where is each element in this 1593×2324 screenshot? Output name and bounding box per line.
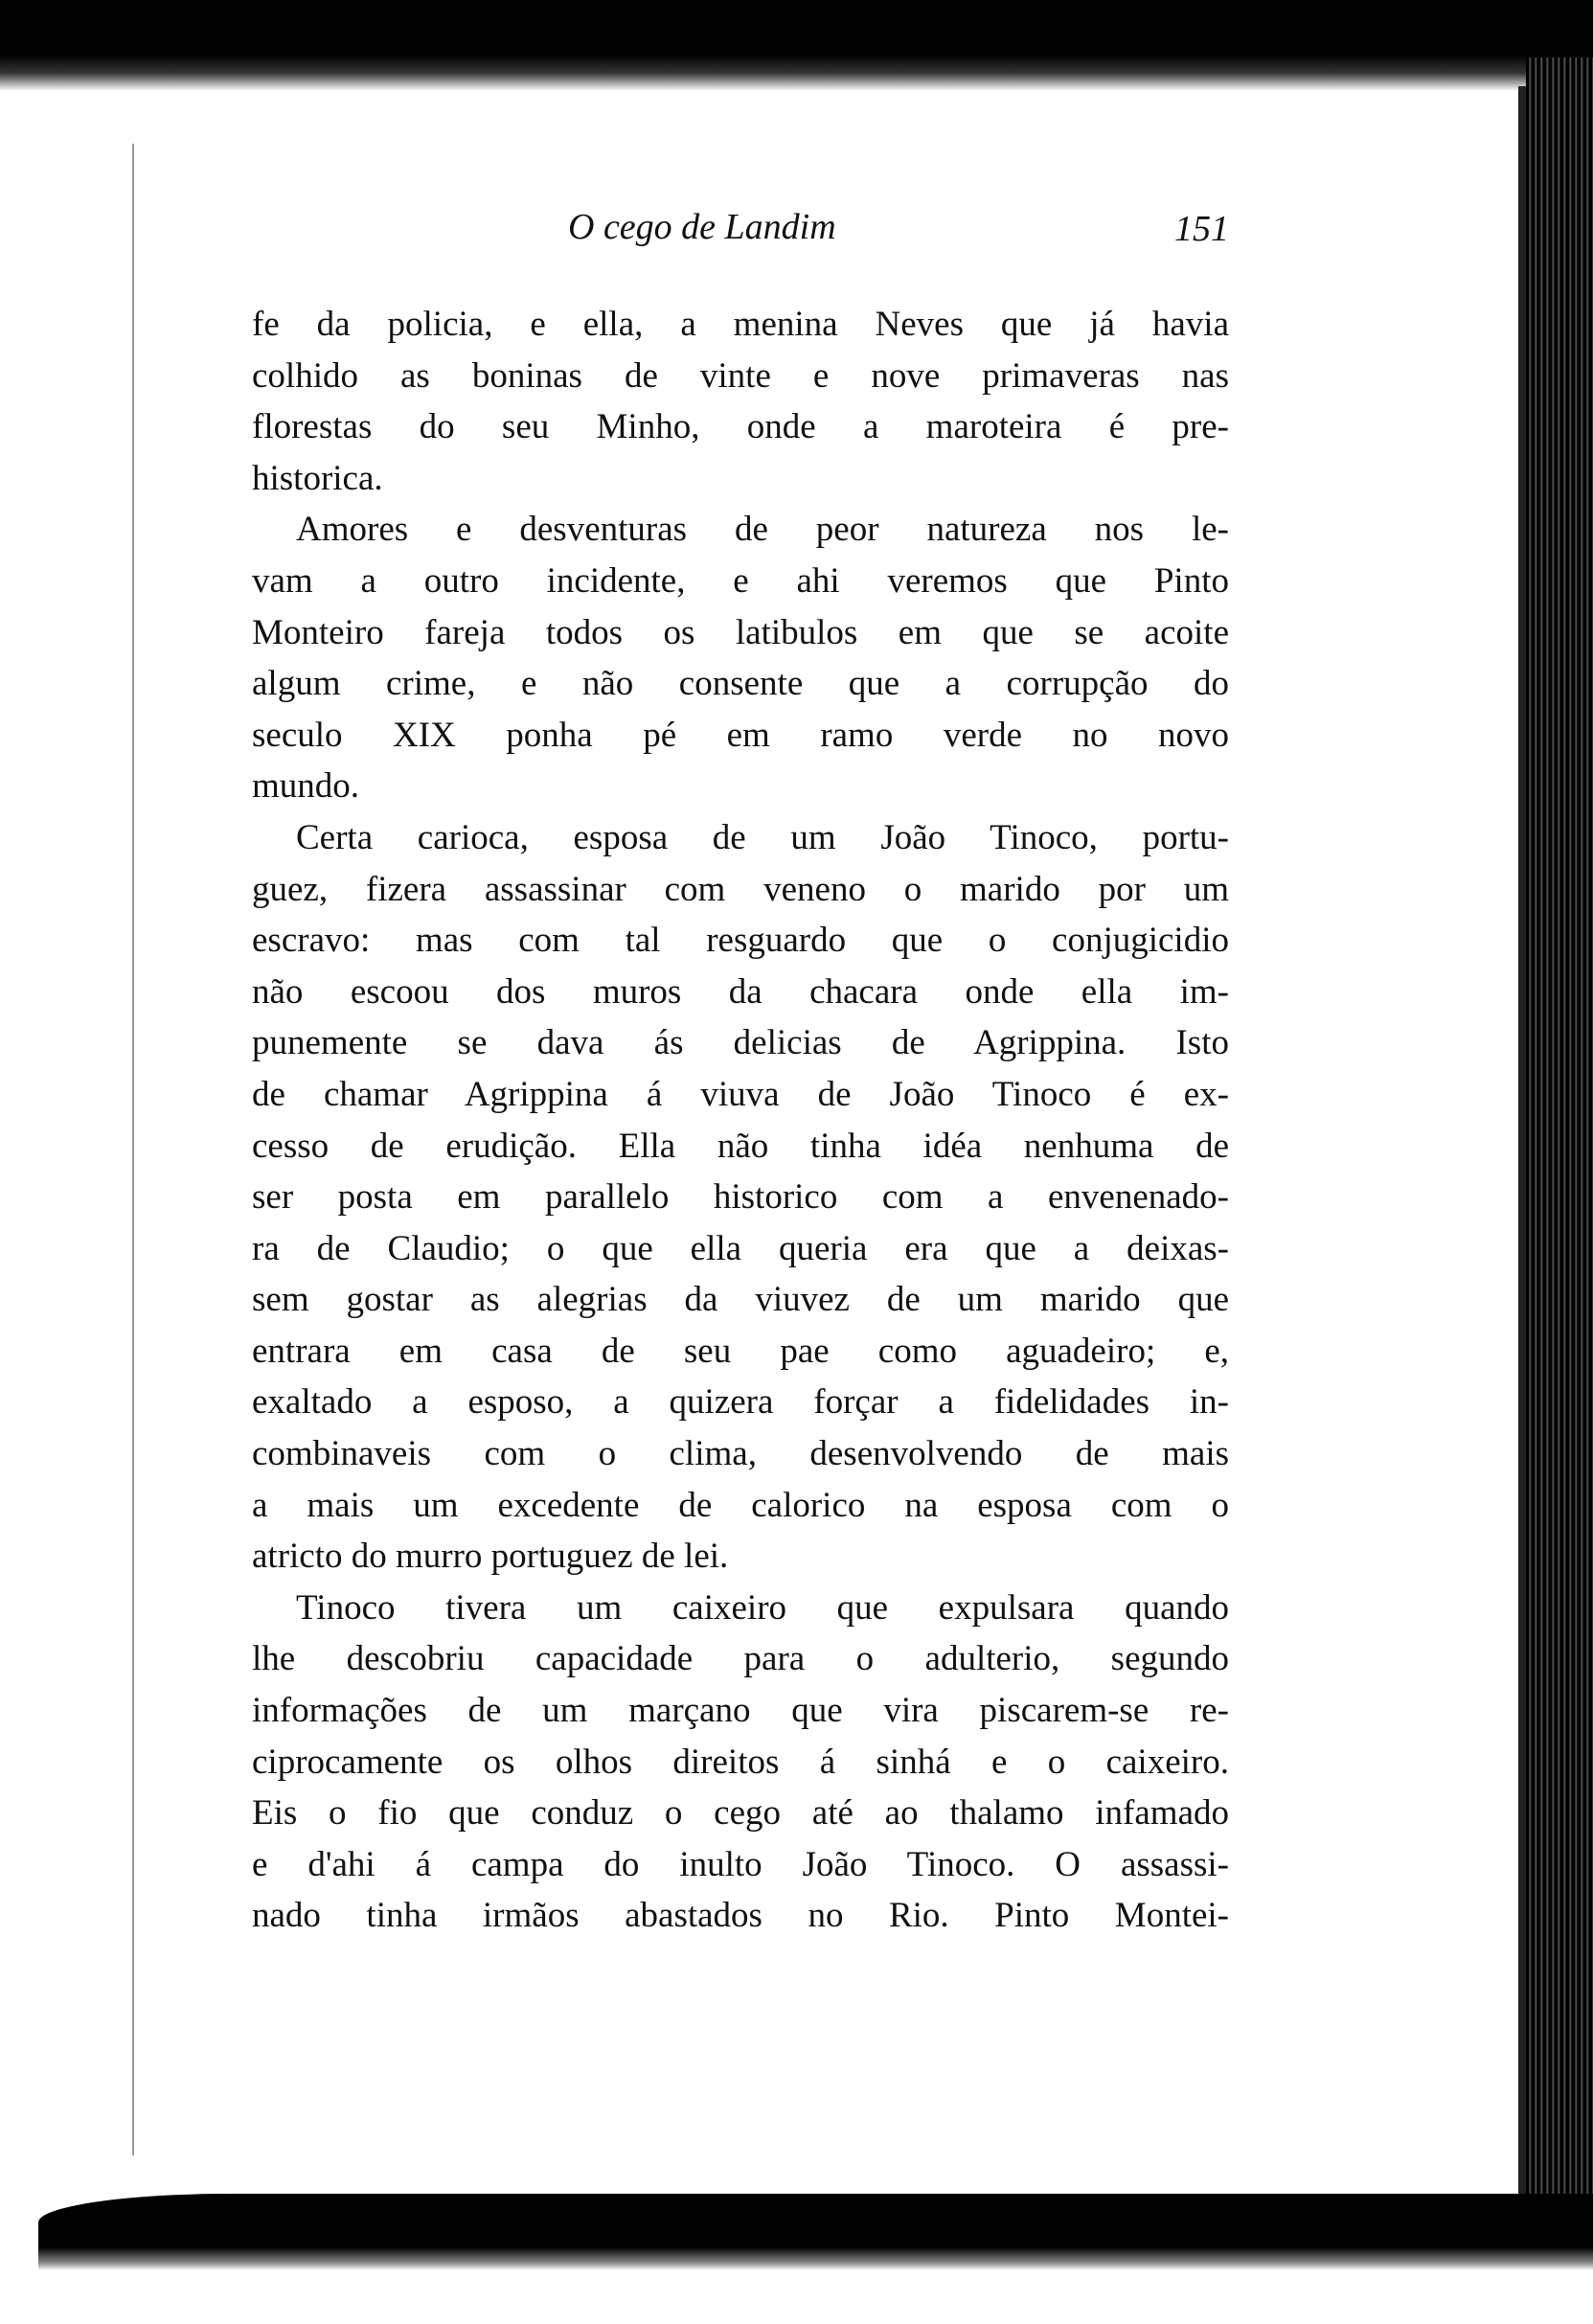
running-title: O cego de Landim bbox=[568, 207, 836, 247]
text-line: Monteiro fareja todos os latibulos em que se acoite bbox=[252, 612, 1229, 652]
text-line: colhido as boninas de vinte e nove primaveras nas bbox=[252, 355, 1229, 396]
text-line: ra de Claudio; o que ella queria era que a deixas- bbox=[252, 1228, 1229, 1268]
page-edge-right bbox=[1518, 86, 1526, 2242]
text-line: não escoou dos muros da chacara onde ella im- bbox=[252, 971, 1229, 1012]
text-line: ser posta em parallelo historico com a envenenado- bbox=[252, 1177, 1229, 1218]
text-line: fe da policia, e ella, a menina Neves que já havia bbox=[252, 305, 1229, 344]
text-line: cesso de erudição. Ella não tinha idéa nenhuma de bbox=[252, 1126, 1229, 1166]
page-edge-left bbox=[132, 144, 134, 2155]
scan-border-top bbox=[0, 0, 1593, 91]
text-line: Amores e desventuras de peor natureza nos le- bbox=[296, 510, 1229, 550]
text-line: guez, fizera assassinar com veneno o marido por um bbox=[252, 869, 1229, 909]
text-line: e d'ahi á campa do inulto João Tinoco. O assassi- bbox=[252, 1844, 1229, 1884]
running-header bbox=[252, 206, 1229, 263]
text-line: informações de um marçano que vira piscarem-se re- bbox=[252, 1691, 1229, 1731]
text-line: ciprocamente os olhos direitos á sinhá e o caixeiro. bbox=[252, 1742, 1229, 1782]
text-line: vam a outro incidente, e ahi veremos que Pinto bbox=[252, 560, 1229, 601]
text-line: nado tinha irmãos abastados no Rio. Pinto Montei- bbox=[252, 1896, 1229, 1936]
text-line: entrara em casa de seu pae como aguadeiro; e, bbox=[252, 1331, 1229, 1371]
text-line: de chamar Agrippina á viuva de João Tinoco é ex- bbox=[252, 1074, 1229, 1114]
text-line: exaltado a esposo, a quizera forçar a fidelidades in- bbox=[252, 1382, 1229, 1423]
text-line: atricto do murro portuguez de lei. bbox=[252, 1537, 729, 1577]
scan-border-right bbox=[1526, 57, 1593, 2261]
text-line: historica. bbox=[252, 458, 383, 498]
text-line: lhe descobriu capacidade para o adulterio, segundo bbox=[252, 1639, 1229, 1679]
text-line: florestas do seu Minho, onde a maroteira é pre- bbox=[252, 407, 1229, 447]
text-line: combinaveis com o clima, desenvolvendo de mais bbox=[252, 1434, 1229, 1474]
text-line: escravo: mas com tal resguardo que o conjugicidio bbox=[252, 921, 1229, 961]
page-number: 151 bbox=[1174, 209, 1229, 249]
scan-border-bottom bbox=[38, 2194, 1593, 2270]
body-text bbox=[252, 299, 1229, 1942]
text-line: Eis o fio que conduz o cego até ao thalamo infamado bbox=[252, 1793, 1229, 1834]
text-line: punemente se dava ás delicias de Agrippina. Isto bbox=[252, 1023, 1229, 1063]
text-line: algum crime, e não consente que a corrupção do bbox=[252, 664, 1229, 704]
text-line: sem gostar as alegrias da viuvez de um marido que bbox=[252, 1280, 1229, 1320]
text-line: Tinoco tivera um caixeiro que expulsara quando bbox=[296, 1587, 1229, 1628]
text-line: Certa carioca, esposa de um João Tinoco, portu- bbox=[296, 817, 1229, 857]
text-line: seculo XIX ponha pé em ramo verde no novo bbox=[252, 715, 1229, 755]
text-line: a mais um excedente de calorico na esposa com o bbox=[252, 1485, 1229, 1525]
text-line: mundo. bbox=[252, 766, 360, 807]
